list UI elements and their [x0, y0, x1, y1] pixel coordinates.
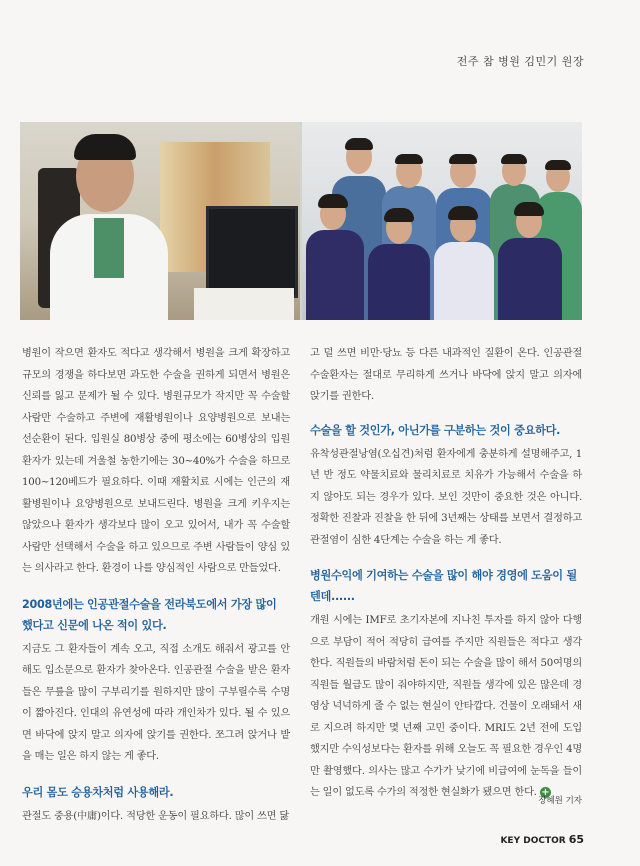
doctor-shirt [94, 218, 124, 278]
left-subheading-1: 2008년에는 인공관절수술을 전라북도에서 가장 많이 했다고 신문에 나온 적이 있다. [22, 597, 277, 632]
staff-hair [345, 138, 373, 150]
magazine-name: KEY DOCTOR [500, 836, 566, 846]
page-footer [500, 833, 584, 846]
staff-member [368, 244, 430, 320]
left-paragraph-1: 병원이 작으면 환자도 적다고 생각해서 병원을 크게 확장하고 규모의 경쟁을 하다보면 과도한 수술을 권하게 되면서 병원은 신뢰를 잃고 문제가 될 수 있다. 병원규모가 작지만 꼭 수술할 사람만 수술하고 주변에 재활병원이나 요양병원으로 보내는 선순환이 된다. 입원실 80병상 중에 평소에는 60병상의 입원환자가 있는데 겨울철 농한기에는 30~40%가 수술을 하므로 100~120베드가 필요하다. 이때 재활치료 시에는 인근의 재활병원이나 요양병원으로 보내드린다. 병원을 크게 키우지는 않았으나 환자가 생각보다 많이 오고 있어서, 내가 꼭 수술할 사람만 선택해서 수술을 하고 있으므로 주변 사람들이 양심 있는 의사라고 한다. 환경이 나를 양심적인 사람으로 만들었다. [22, 348, 290, 574]
reporter-byline: 장혜원 기자 [538, 796, 582, 806]
left-paragraph-2: 지금도 그 환자들이 계속 오고, 직접 소개도 해줘서 광고를 안 해도 입소문으로 환자가 찾아온다. 인공관절 수술을 받은 환자들은 무릎을 많이 구부리기를 원하지만 많이 구부릴수록 수명이 짧아진다. 인대의 유연성에 따라 개인차가 있다. 될 수 있으면 바닥에 앉지 말고 의자에 앉기를 권한다. 쪼그려 앉거나 밭을 매는 일은 하지 않는 게 좋다. [22, 643, 290, 762]
right-paragraph-3-wrap [310, 610, 582, 804]
staff-member [498, 238, 562, 320]
staff-hair [514, 202, 544, 216]
doctor-hair [74, 134, 136, 160]
staff-hair [395, 154, 423, 164]
left-subheading-2: 우리 몸도 승용차처럼 사용해라. [22, 785, 174, 799]
computer-monitor [206, 206, 298, 298]
right-paragraph-3: 개원 시에는 IMF로 초기자본에 지나친 투자를 하지 않아 다행으로 부담이 적어 적당히 급여를 주지만 직원들은 적다고 생각한다. 직원들의 바람처럼 돈이 되는 수술을 많이 해서 50여명의 직원들 월급도 많이 줘야하지만, 직원들 생각에 있은 많은데 경영상 넉넉하게 줄 수 없는 현실이 안타깝다. 건물이 오래돼서 새로 지으려 하지만 몇 년째 고민 중이다. MRI도 2년 전에 도입했지만 수익성보다는 환자를 위해 오늘도 꼭 필요한 경우인 4명만 촬영했다. 의사는 많고 수가가 낮기에 비급여에 눈독을 들이는 일이 없도록 수가의 적정한 현실화가 됐으면 한다. [310, 615, 582, 798]
article-photo [20, 122, 582, 320]
right-paragraph-2: 유착성관절낭염(오십견)처럼 환자에게 충분하게 설명해주고, 1년 반 정도 약물치료와 물리치료로 치유가 가능해서 수술을 하지 않아도 되는 경우가 있다. 보인 것만이 중요한 것은 아니다. 정확한 진찰과 진찰을 한 뒤에 3년째는 상태를 보면서 결정하고 관절염이 심한 4단계는 수술을 하는 게 좋다. [310, 448, 582, 546]
staff-hair [545, 160, 571, 170]
right-column [310, 343, 582, 804]
left-column [22, 343, 290, 827]
staff-member [306, 230, 364, 320]
staff-hair [318, 194, 348, 208]
header-label: 전주 참 병원 김민기 원장 [456, 55, 584, 68]
staff-member [434, 242, 494, 320]
left-paragraph-3: 관절도 중용(中庸)이다. 적당한 운동이 필요하다. 많이 쓰면 닳 [22, 810, 289, 822]
desk-papers [194, 288, 294, 320]
staff-hair [501, 154, 527, 164]
staff-hair [384, 208, 414, 222]
page-number: 65 [568, 833, 584, 846]
photo-medical-staff [302, 122, 582, 320]
right-paragraph-1: 고 덜 쓰면 비만·당뇨 등 다른 내과적인 질환이 온다. 인공관절 수술환자는 절대로 무리하게 쓰거나 바닥에 앉지 말고 의자에 앉기를 권한다. [310, 348, 582, 402]
photo-doctor-office [20, 122, 300, 320]
right-subheading-2: 병원수익에 기여하는 수술을 많이 해야 경영에 도움이 될 텐데...... [310, 569, 577, 603]
article-end-icon: + [541, 786, 550, 798]
right-subheading-1: 수술을 할 것인가, 아닌가를 구분하는 것이 중요하다. [310, 423, 561, 437]
staff-hair [448, 206, 478, 220]
staff-hair [449, 154, 477, 164]
